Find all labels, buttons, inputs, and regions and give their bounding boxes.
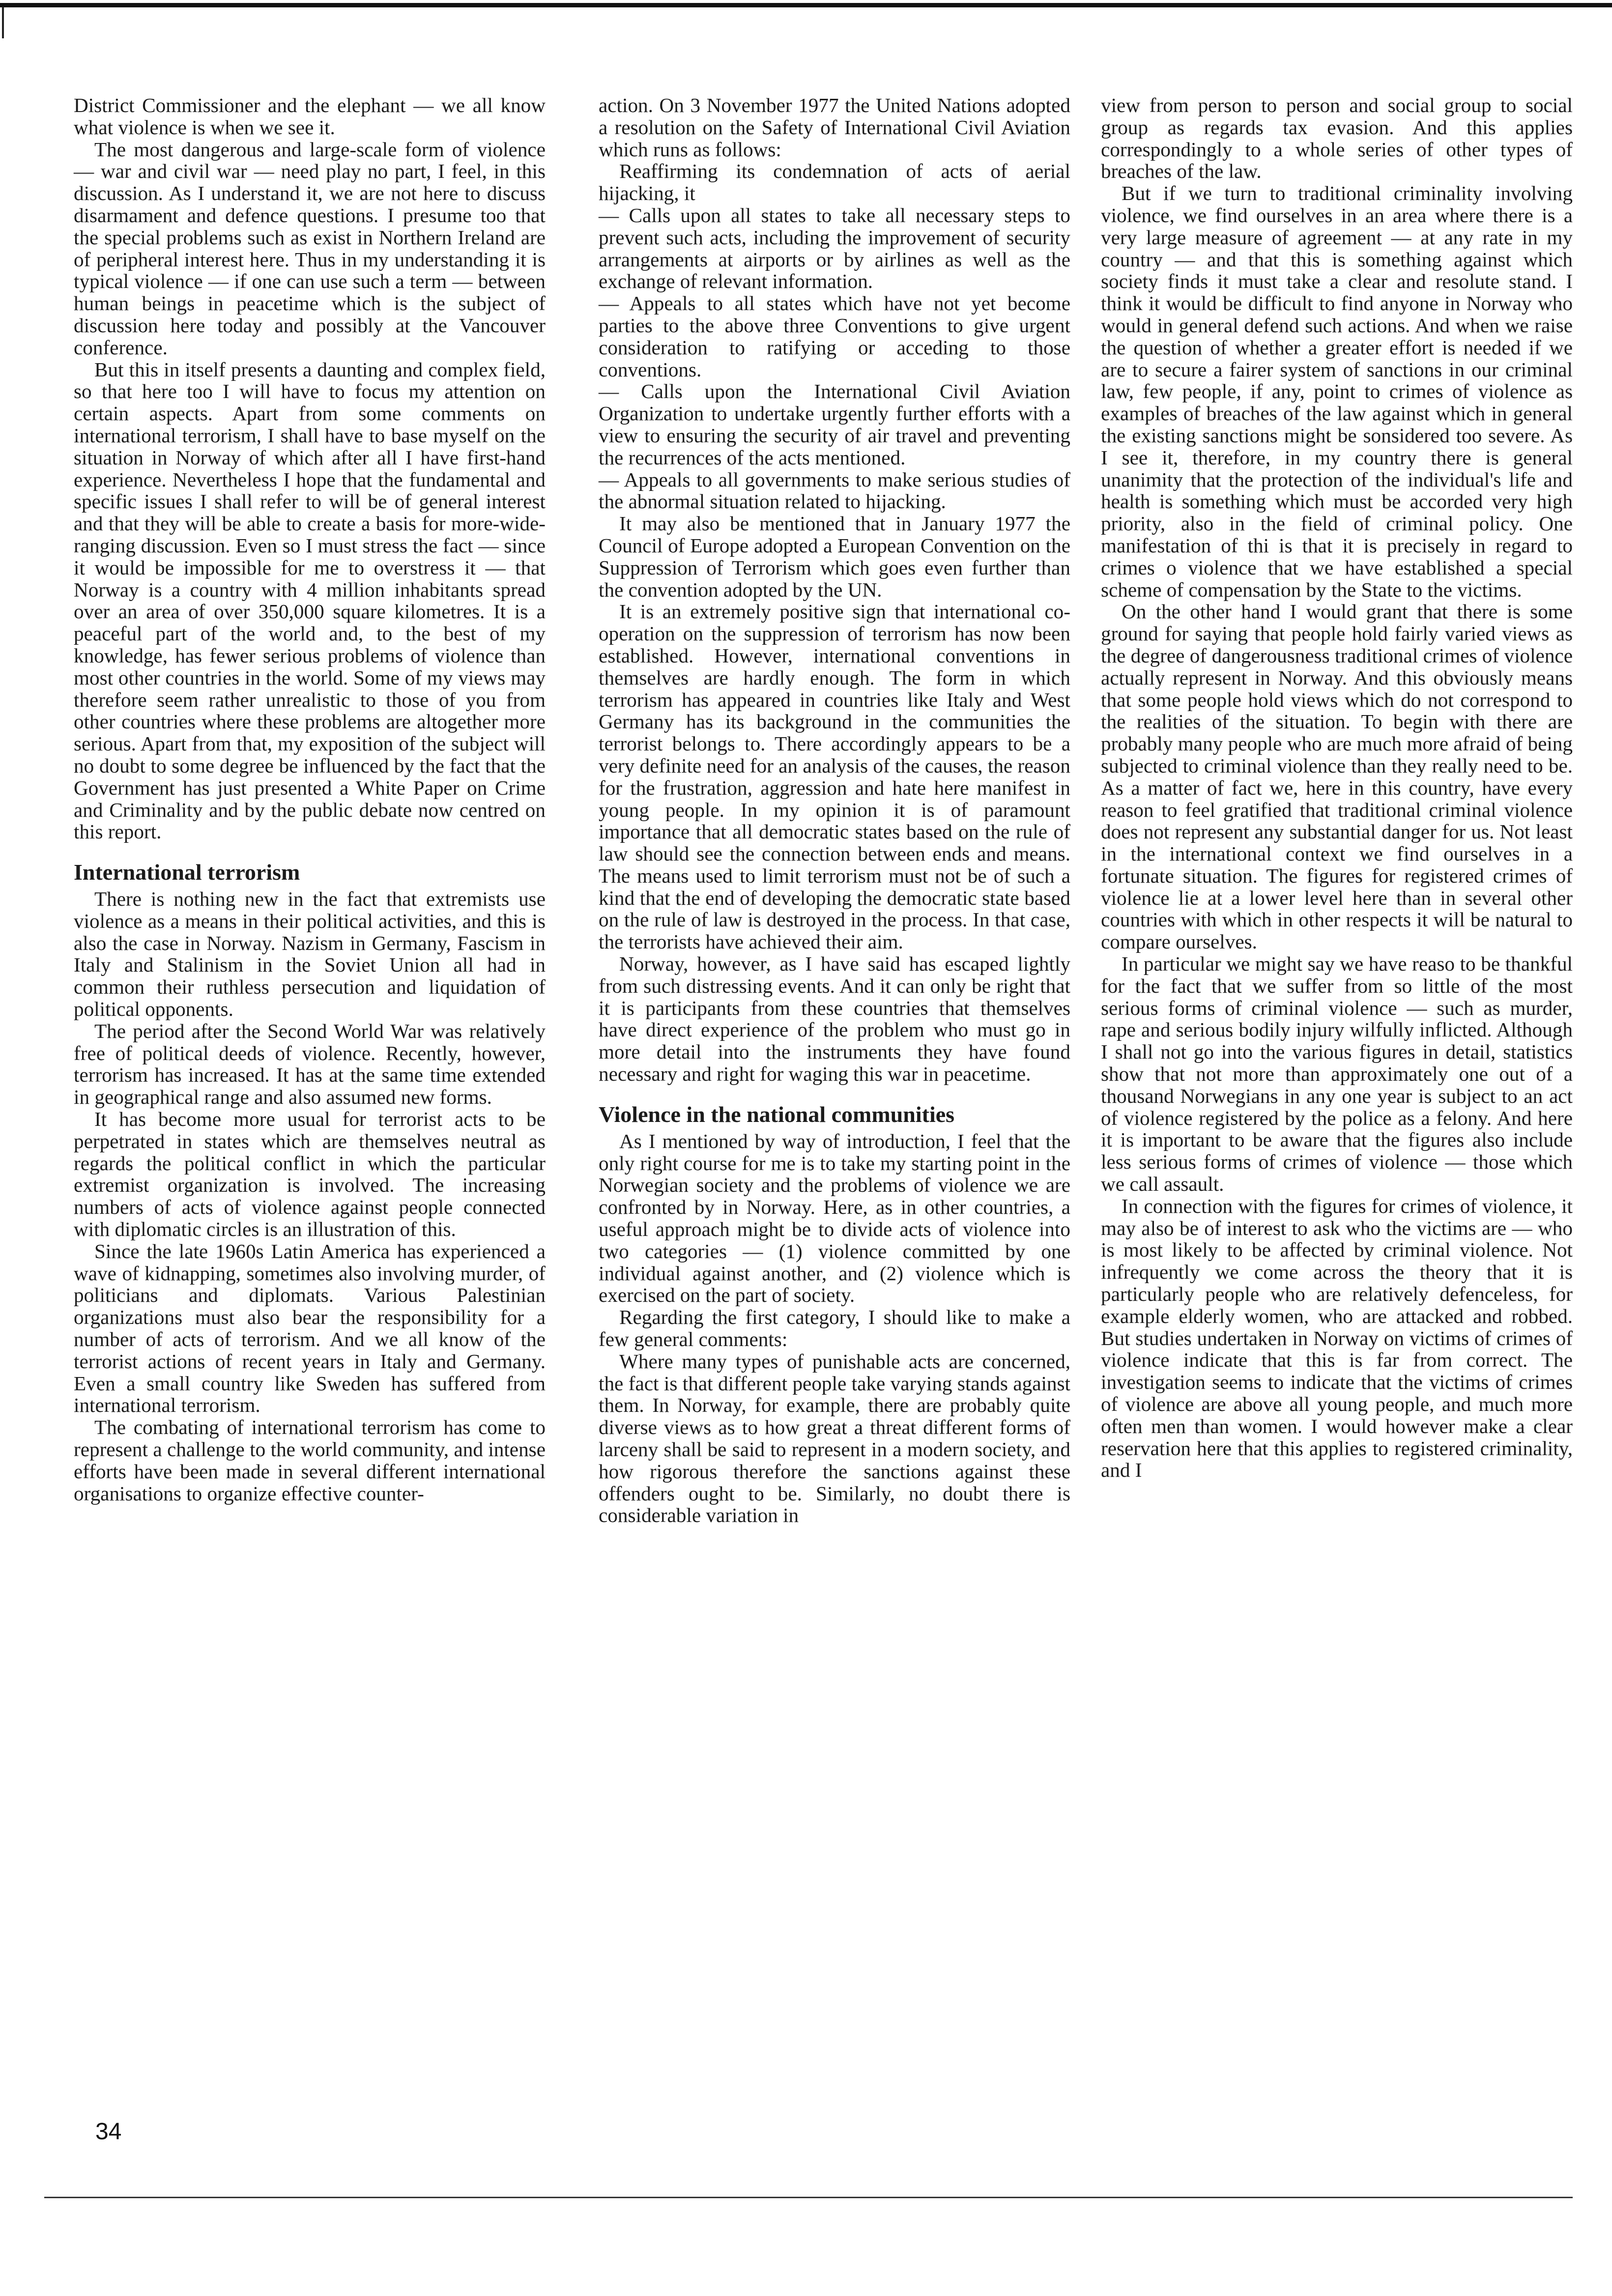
bottom-border-rule bbox=[44, 2197, 1573, 2198]
paragraph: As I mentioned by way of introduction, I feel that the only right course for me is to take my starting point in the Norwegian society and the problems of violence we are confronted by in Norway. Here, as in other countries, a useful approach might be to divide acts of violence into two categories — (1) violence committed by one individual against another, and (2) violence which is exercised on the part of society. bbox=[599, 1129, 1070, 1307]
paragraph: In particular we might say we have reaso to be thankful for the fact that we suffer from so little of the most serious forms of criminal violence — such as murder, rape and serious bodily injury wilfully inflicted. Although I shall not go into the various figures in detail, statistics show that not more than approximately one out of a thousand Norwegians in any one year is subject to an act of violence registered by the police as a felony. And here it is important to be aware that the figures also include less serious forms of crimes of violence — those which we call assault. bbox=[1101, 952, 1573, 1196]
paragraph: District Commissioner and the elephant — we all know what violence is when we see it. bbox=[74, 94, 546, 139]
paragraph: Regarding the first category, I should like to make a few general comments: bbox=[599, 1306, 1070, 1351]
resolution-item: — Calls upon the International Civil Aviation Organization to undertake urgently further efforts with a view to ensuring the security of air travel and preventing the recurrences of the acts mentioned. bbox=[599, 380, 1070, 469]
section-heading: Violence in the national communities bbox=[599, 1101, 955, 1127]
paragraph: But if we turn to traditional criminality involving violence, we find ourselves in an area where there is a very large measure of agreement — at any rate in my country — and that this is something against which society finds it must take a clear and resolute stand. I think it would be difficult to find anyone in Norway who would in general defend such actions. And when we raise the question of whether a greater effort is needed if we are to secure a fairer system of sanctions in our criminal law, few people, if any, point to crimes of violence as examples of breaches of the law against which in general the existing sanctions might be sonsidered too severe. As I see it, therefore, in my country there is general unanimity that the protection of the individual's life and health is something which must be accorded very high priority, also in the field of criminal policy. One manifestation of thi is that it is precisely in regard to crimes o violence that we have established a special scheme of compensation by the State to the victims. bbox=[1101, 182, 1573, 601]
paragraph: view from person to person and social group to social group as regards tax evasion. And this applies correspondingly to a whole series of other types of breaches of the law. bbox=[1101, 94, 1573, 183]
paragraph: Reaffirming its condemnation of acts of aerial hijacking, it bbox=[599, 160, 1070, 205]
paragraph: action. On 3 November 1977 the United Nations adopted a resolution on the Safety of International Civil Aviation which runs as follows: bbox=[599, 94, 1070, 161]
paragraph: On the other hand I would grant that there is some ground for saying that people hold fairly varied views as the degree of dangerousness traditional crimes of violence actually represent in Norway. And this obviously means that some people hold views which do not correspond to the realities of the situation. To begin with there are probably many people who are much more afraid of being subjected to criminal violence than they really need to be. As a matter of fact we, here in this country, have every reason to feel gratified that traditional criminal violence does not represent any substantial danger for us. Not least in the international context we find ourselves in a fortunate situation. The figures for registered crimes of violence lie at a lower level here than in several other countries with which in other respects it will be natural to compare ourselves. bbox=[1101, 600, 1573, 953]
scan-edge-mark bbox=[2, 7, 4, 38]
paragraph: The period after the Second World War was relatively free of political deeds of violence. Recently, however, terrorism has increased. It has at the same time extended in geographical range and also assumed new forms. bbox=[74, 1019, 546, 1109]
paragraph: It has become more usual for terrorist acts to be perpetrated in states which are themselves neutral as regards the political conflict in which the particular extremist organization is involved. The increasing numbers of acts of violence against people connected with diplomatic circles is an illustration of this. bbox=[74, 1108, 546, 1241]
paragraph: The combating of international terrorism has come to represent a challenge to the world community, and intense efforts have been made in several different international organisations to organize effective counter- bbox=[74, 1416, 546, 1505]
paragraph: Since the late 1960s Latin America has experienced a wave of kidnapping, sometimes also involving murder, of politicians and diplomats. Various Palestinian organizations must also bear the responsibility for a number of acts of terrorism. And we all know of the terrorist actions of recent years in Italy and Germany. Even a small country like Sweden has suffered from international terrorism. bbox=[74, 1239, 546, 1417]
resolution-item: — Appeals to all states which have not yet become parties to the above three Conventions to give urgent consideration to ratifying or acceding to those conventions. bbox=[599, 292, 1070, 381]
column-3 bbox=[1101, 94, 1573, 1481]
paragraph: Where many types of punishable acts are concerned, the fact is that different people take varying stands against them. In Norway, for example, there are probably quite diverse views as to how great a threat different forms of larceny shall be said to represent in a modern society, and how rigorous therefore the sanctions against these offenders ought to be. Similarly, no doubt there is considerable variation in bbox=[599, 1349, 1070, 1527]
paragraph: Norway, however, as I have said has escaped lightly from such distressing events. And it can only be right that it is participants from these countries that themselves have direct experience of the problem who must go in more detail into the instruments they have found necessary and right for waging this war in peacetime. bbox=[599, 952, 1070, 1086]
paragraph: It may also be mentioned that in January 1977 the Council of Europe adopted a European Convention on the Suppression of Terrorism which goes even further than the convention adopted by the UN. bbox=[599, 512, 1070, 601]
column-1 bbox=[74, 94, 546, 1504]
section-heading: International terrorism bbox=[74, 860, 300, 885]
paragraph: But this in itself presents a daunting and complex field, so that here too I will have to focus my attention on certain aspects. Apart from some comments on international terrorism, I shall have to base myself on the situation in Norway of which after all I have first-hand experience. Nevertheless I hope that the fundamental and specific issues I shall refer to will be of general interest and that they will be able to create a basis for more-wide-ranging discussion. Even so I must stress the fact — since it would be impossible for me to overstress it — that Norway is a country with 4 million inhabitants spread over an area of over 350,000 square kilometres. It is a peaceful part of the world and, to the best of my knowledge, has fewer serious problems of violence than most other countries in the world. Some of my views may therefore seem rather unrealistic to those of you from other countries where these problems are altogether more serious. Apart from that, my exposition of the subject will no doubt to some degree be influenced by the fact that the Government has just presented a White Paper on Crime and Criminality and by the public debate now centred on this report. bbox=[74, 358, 546, 843]
paragraph: In connection with the figures for crimes of violence, it may also be of interest to ask who the victims are — who is most likely to be affected by criminal violence. Not infrequently we come across the theory that it is particularly people who are relatively defenceless, for example elderly women, who are attacked and robbed. But studies undertaken in Norway on victims of crimes of violence indicate that this is far from correct. The investigation seems to indicate that the victims of crimes of violence are above all young people, and much more often men than women. I would however make a clear reservation here that this applies to registered criminality, and I bbox=[1101, 1194, 1573, 1482]
top-border-rule bbox=[0, 3, 1612, 7]
resolution-item: — Calls upon all states to take all necessary steps to prevent such acts, including the improvement of security arrangements at airports or by airlines as well as the exchange of relevant information. bbox=[599, 203, 1070, 293]
paragraph: The most dangerous and large-scale form of violence — war and civil war — need play no part, I feel, in this discussion. As I understand it, we are not here to discuss disarmament and defence questions. I presume too that the special problems such as exist in Northern Ireland are of peripheral interest here. Thus in my understanding it is typical violence — if one can use such a term — between human beings in peacetime which is the subject of discussion here today and possibly at the Vancouver conference. bbox=[74, 138, 546, 359]
resolution-item: — Appeals to all governments to make serious studies of the abnormal situation related to hijacking. bbox=[599, 468, 1070, 513]
paragraph: It is an extremely positive sign that international co-operation on the suppression of terrorism has now been established. However, international conventions in themselves are hardly enough. The form in which terrorism has appeared in countries like Italy and West Germany has its background in the communities the terrorist belongs to. There accordingly appears to be a very definite need for an analysis of the causes, the reason for the frustration, aggression and hate here manifest in young people. In my opinion it is of paramount importance that all democratic states based on the rule of law should see the connection between ends and means. The means used to limit terrorism must not be of such a kind that the end of developing the democratic state based on the rule of law is destroyed in the process. In that case, the terrorists have achieved their aim. bbox=[599, 600, 1070, 953]
column-2 bbox=[599, 94, 1070, 1526]
paragraph: There is nothing new in the fact that extremists use violence as a means in their political activities, and this is also the case in Norway. Nazism in Germany, Fascism in Italy and Stalinism in the Soviet Union all had in common their ruthless persecution and liquidation of political opponents. bbox=[74, 888, 546, 1021]
page-number: 34 bbox=[95, 2119, 122, 2145]
